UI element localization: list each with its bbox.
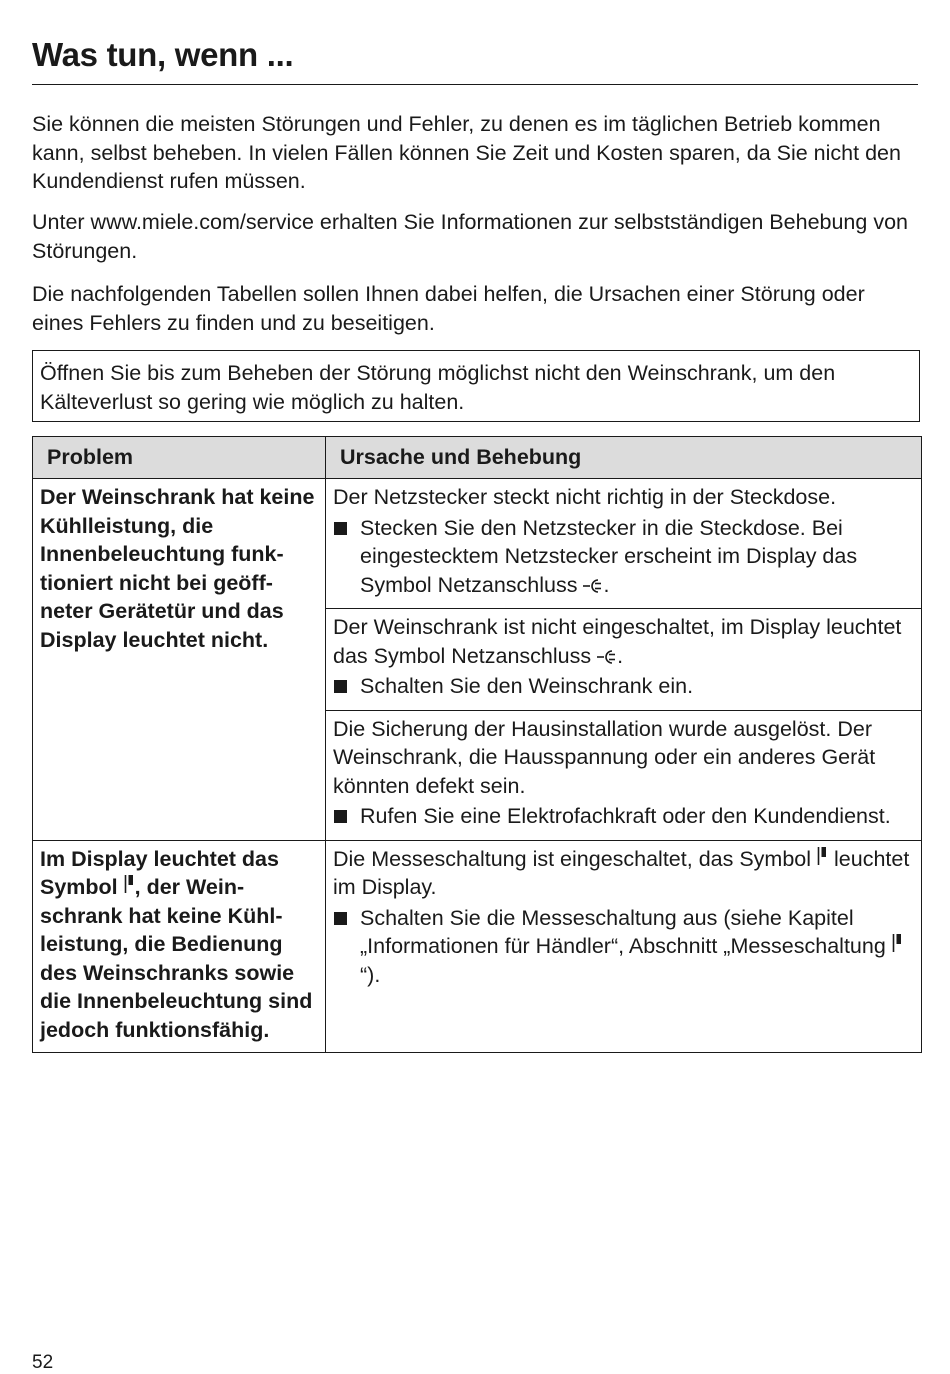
cause-cell xyxy=(326,840,922,1053)
cause-text-end: leuchtet im Display. xyxy=(333,846,910,899)
cause-cell xyxy=(326,609,922,711)
table-header-row xyxy=(33,437,922,479)
problem-text-start: Im Display leuchtet das Symbol xyxy=(40,846,279,899)
column-header-problem: Problem xyxy=(33,437,326,479)
cause-text: Die Sicherung der Hausinstallation wurde ausgelöst. Der Weinschrank, die Hausspannung oder ein anderes Gerät könnten defekt sein. xyxy=(333,716,876,798)
intro-paragraph-1: Sie können die meisten Störungen und Fehler, zu denen es im täglichen Betrieb kommen kann, selbst beheben. In vielen Fällen können Sie Zeit und Kosten sparen, da Sie nicht den Kundendienst rufen müssen. xyxy=(32,112,901,193)
cause-text xyxy=(333,613,913,670)
table-row xyxy=(33,479,922,609)
note-box xyxy=(32,350,920,422)
cause-cell xyxy=(326,479,922,609)
square-bullet-icon xyxy=(334,680,347,693)
intro-paragraph-2: Unter www.miele.com/service erhalten Sie Informationen zur selbstständigen Behebung von Störungen. xyxy=(32,210,908,263)
cause-text-end: . xyxy=(617,643,624,668)
action-item xyxy=(333,514,913,600)
page-title: Was tun, wenn ... xyxy=(32,36,294,73)
power-plug-icon xyxy=(583,578,603,594)
problem-cell xyxy=(33,479,326,841)
action-text: Stecken Sie den Netzstecker in die Steckdose. Bei eingestecktem Netzstecker erscheint im Display das Symbol Netzanschluss xyxy=(360,515,858,597)
problem-cell xyxy=(33,840,326,1053)
intro-paragraph-3: Die nachfolgenden Tabellen sollen Ihnen dabei helfen, die Ursachen einer Störung oder eines Fehlers zu finden und zu beseitigen. xyxy=(32,282,865,335)
demo-mode-icon xyxy=(892,932,903,954)
action-text: Schalten Sie die Messeschaltung aus (siehe Kapitel „Informationen für Händler“, Abschnitt „Messeschaltung xyxy=(360,905,886,958)
problem-text: Der Weinschrank hat keine Kühlleistung, die Innenbeleuchtung funktioniert nicht bei geöffneter Gerätetür und das Display leuchtet nicht. xyxy=(40,485,315,652)
action-item xyxy=(333,904,913,990)
cause-cell xyxy=(326,710,922,840)
demo-mode-icon xyxy=(817,845,828,867)
action-text-end: “). xyxy=(360,962,381,987)
cause-text xyxy=(333,845,913,902)
column-header-cause: Ursache und Behebung xyxy=(326,437,922,479)
title-divider xyxy=(32,84,918,85)
cause-text-start: Der Weinschrank ist nicht eingeschaltet, im Display leuchtet das Symbol Netzanschluss xyxy=(333,615,902,668)
square-bullet-icon xyxy=(334,810,347,823)
note-text: Öffnen Sie bis zum Beheben der Störung möglichst nicht den Weinschrank, um den Kälteverlust so gering wie möglich zu halten. xyxy=(40,361,836,414)
demo-mode-icon xyxy=(124,873,135,895)
square-bullet-icon xyxy=(334,912,347,925)
troubleshooting-table xyxy=(32,436,922,1053)
action-text: Rufen Sie eine Elektrofachkraft oder den Kundendienst. xyxy=(360,804,891,828)
cause-text-start: Die Messeschaltung ist eingeschaltet, das Symbol xyxy=(333,846,812,871)
cause-text: Der Netzstecker steckt nicht richtig in der Steckdose. xyxy=(333,485,837,509)
page-number: 52 xyxy=(32,1352,54,1373)
problem-text-end: , der Weinschrank hat keine Kühlleistung, die Bedienung des Weinschranks sowie die Innenbeleuchtung sind jedoch funktionsfähig. xyxy=(40,875,313,1042)
action-text: Schalten Sie den Weinschrank ein. xyxy=(360,674,694,698)
table-row xyxy=(33,840,922,1053)
action-item xyxy=(333,672,913,701)
power-plug-icon xyxy=(597,649,617,665)
action-item xyxy=(333,802,913,831)
square-bullet-icon xyxy=(334,522,347,535)
action-text-end: . xyxy=(603,572,610,597)
